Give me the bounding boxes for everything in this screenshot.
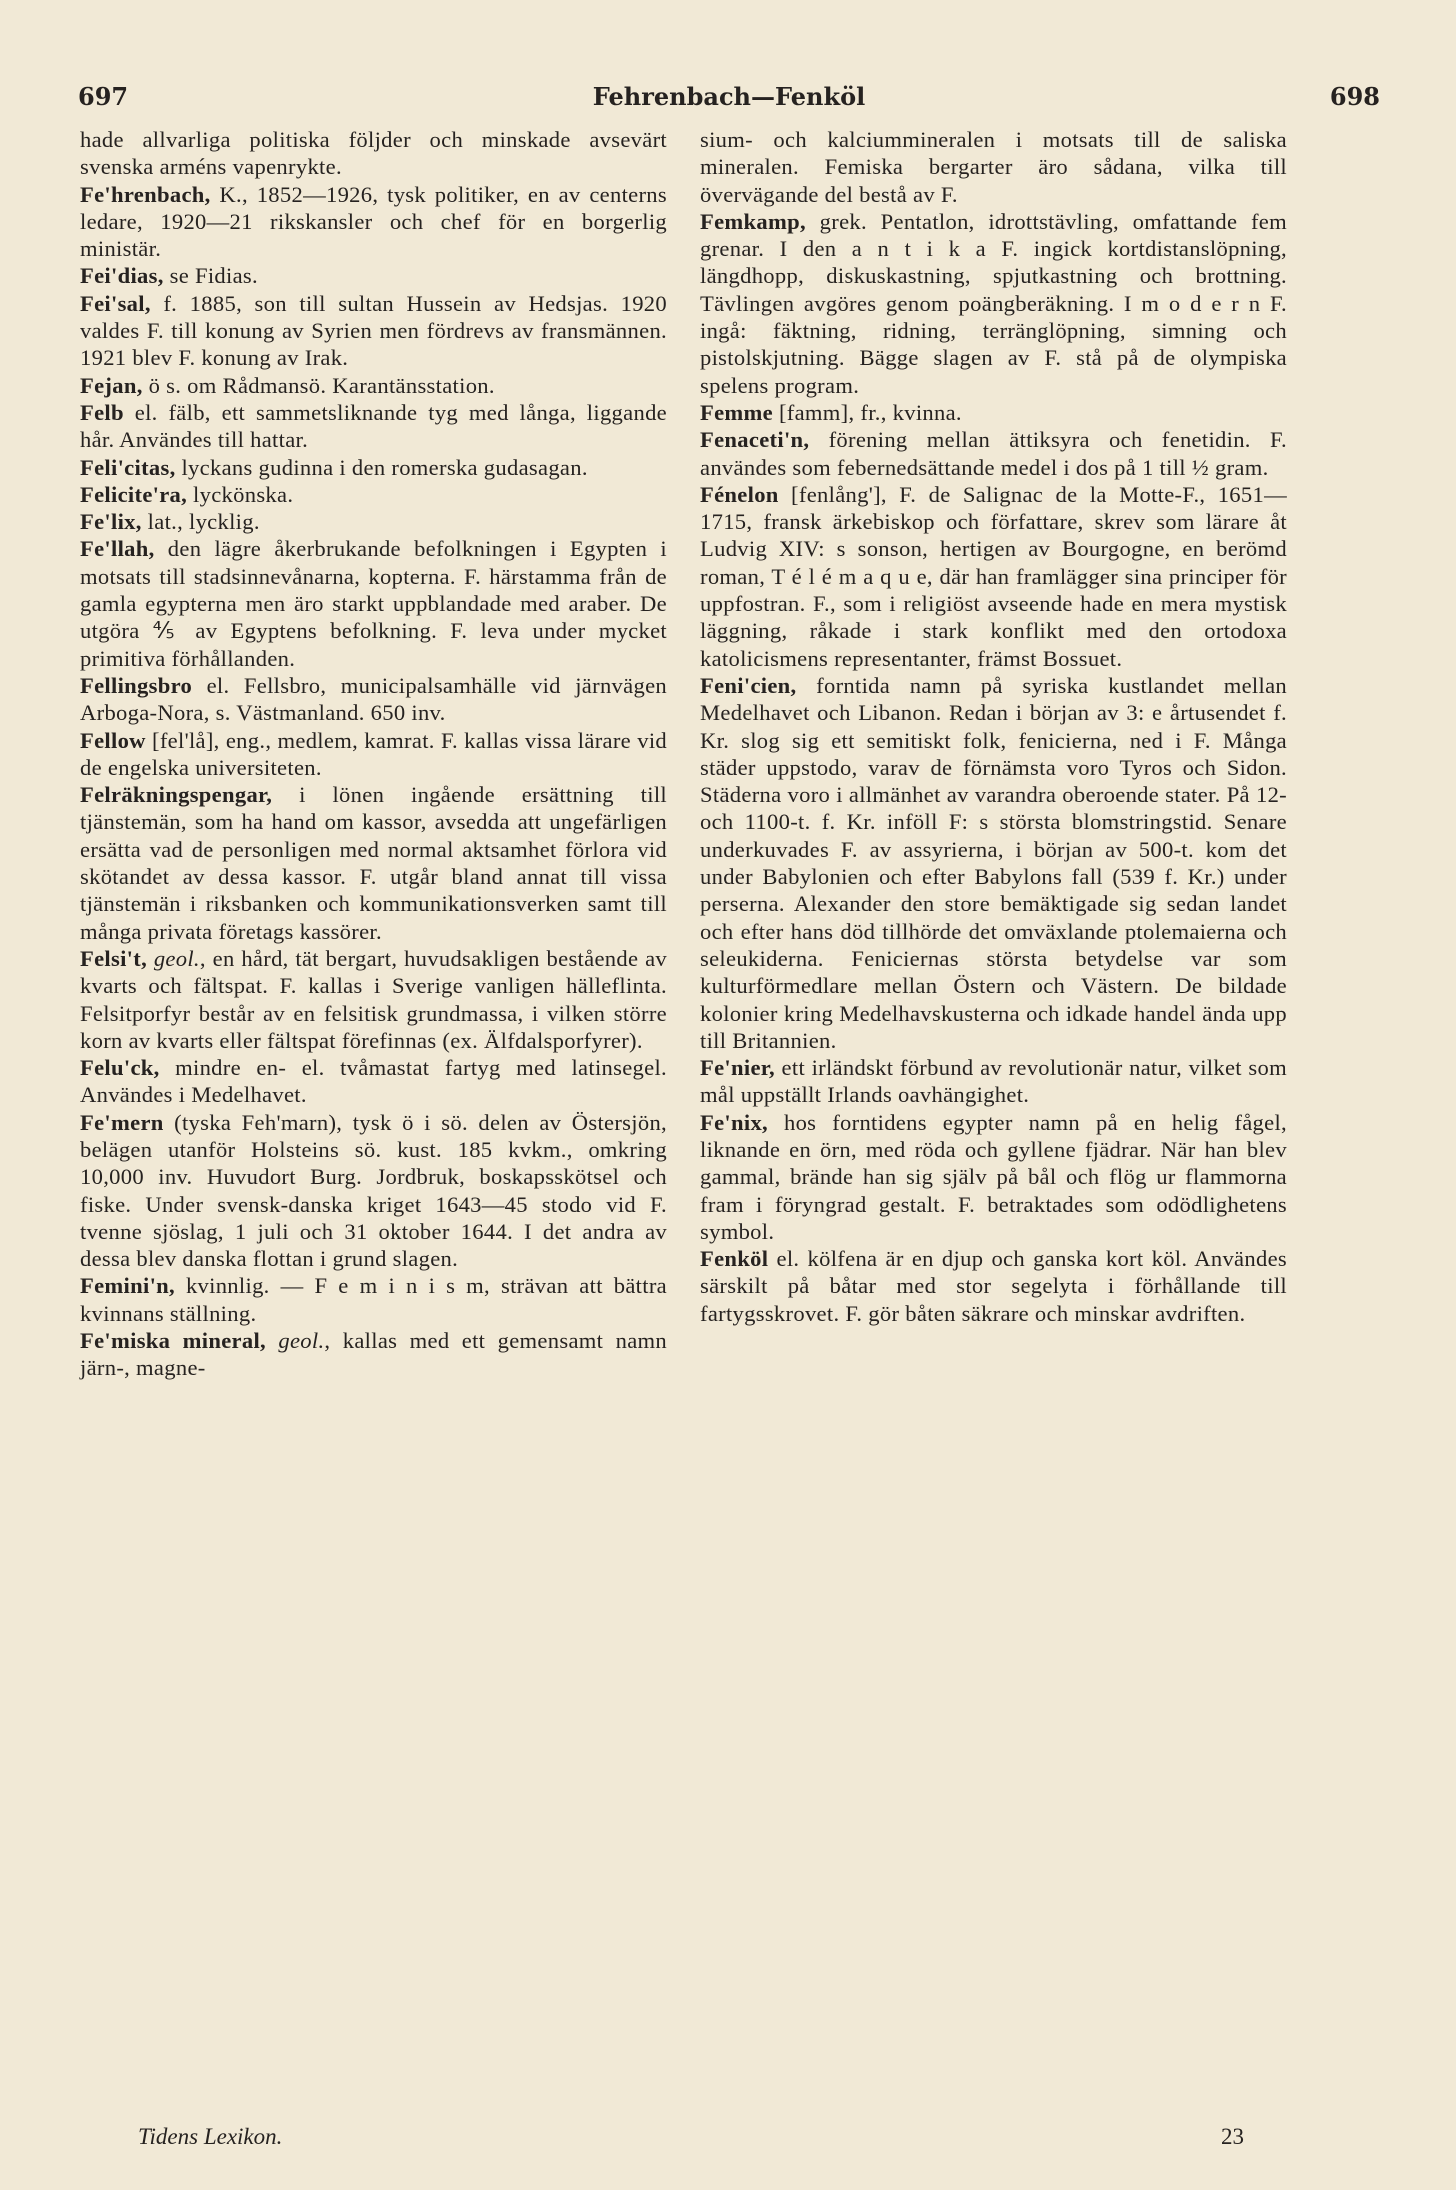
dictionary-entry	[80, 945, 667, 1054]
entry-text: f. 1885, son till sultan Hussein av Hedsjas. 1920 valdes F. till konung av Syrien men fördrevs av fransmännen. 1921 blev F. konung av Irak.	[80, 290, 667, 371]
dictionary-entry	[80, 481, 667, 508]
dictionary-entry	[80, 535, 667, 671]
entry-text: sium- och kalciummineralen i motsats till de saliska mineralen. Femiska bergarter äro sådana, vilka till övervägande del bestå av F.	[700, 127, 1287, 207]
entry-headword: Femini'n,	[80, 1273, 175, 1299]
dictionary-entry	[700, 672, 1287, 1054]
page-number-right: 698	[1329, 82, 1380, 111]
entry-text: ett irländskt förbund av revolutionär natur, vilket som mål uppställt Irlands oavhängighet.	[700, 1055, 1287, 1108]
entry-headword: Fei'sal,	[80, 290, 151, 316]
entry-headword: Fe'hrenbach,	[80, 181, 211, 207]
entry-headword: Felb	[80, 399, 124, 425]
entry-text: lat., lycklig.	[141, 509, 260, 535]
entry-headword: Fe'llah,	[80, 536, 155, 562]
entry-text: i lönen ingående ersättning till tjänstemän, som ha hand om kassor, avsedda att ungefärligen ersätta vad de personligen med normal aktsamhet förlora vid skötandet av dessa kassor. F. utgår bland annat till vissa tjänstemän i riksbanken och kommunikationsverken samt till många privata företags kassörer.	[80, 782, 667, 944]
entry-text: el. Fellsbro, municipalsamhälle vid järnvägen Arboga-Nora, s. Västmanland. 650 inv.	[80, 672, 667, 726]
entry-text: [fenlång'], F. de Salignac de la Motte-F., 1651—1715, fransk ärkebiskop och författare, skrev som lärare åt Ludvig XIV: s sonson, hertigen av Bourgogne, en berömd roman, T é l é m a q u e, där han framlägger sina principer för uppfostran. F., som i religiöst avseende hade en mera mystisk läggning, råkade i stark konflikt med den ortodoxa katolicismens representanter, främst Bossuet.	[700, 481, 1287, 671]
entry-text: lyckans gudinna i den romerska gudasagan.	[175, 454, 588, 480]
entry-field-label: geol.	[278, 1328, 325, 1354]
dictionary-entry	[700, 208, 1287, 399]
entry-text: [famm], fr., kvinna.	[773, 399, 962, 425]
entry-text: (tyska Feh'marn), tysk ö i sö. delen av Östersjön, belägen utanför Holsteins sö. kust. 185 kvkm., omkring 10,000 inv. Huvudort Burg. Jordbruk, boskapsskötsel och fiske. Under svensk-danska kriget 1643—45 stodo vid F. tvenne sjöslag, 1 juli och 31 oktober 1644. I det andra av dessa blev danska flottan i grund slagen.	[80, 1109, 667, 1272]
entry-headword: Fellingsbro	[80, 672, 193, 698]
dictionary-entry	[700, 1245, 1287, 1327]
entry-headword: Felräkningspengar,	[80, 782, 273, 808]
entry-text: ö s. om Rådmansö. Karantänsstation.	[142, 372, 495, 398]
entry-headword: Felu'ck,	[80, 1055, 160, 1081]
dictionary-entry	[80, 290, 667, 372]
entry-text: el. fälb, ett sammetsliknande tyg med långa, liggande hår. Användes till hattar.	[80, 399, 667, 453]
entry-headword: Fenköl	[700, 1246, 769, 1272]
entry-headword: Fe'nier,	[700, 1055, 775, 1081]
dictionary-entry	[80, 508, 667, 535]
entry-text: [fel'lå], eng., medlem, kamrat. F. kallas vissa lärare vid de engelska universiteten.	[80, 727, 667, 780]
dictionary-entry	[80, 372, 667, 399]
entry-headword: Fe'nix,	[700, 1109, 768, 1135]
entry-field-label: geol.	[153, 945, 200, 971]
book-title: Tidens Lexikon.	[138, 2124, 283, 2149]
dictionary-entry	[80, 454, 667, 481]
dictionary-entry	[700, 126, 1287, 208]
entry-text: den lägre åkerbrukande befolkningen i Egypten i motsats till stadsinnevånarna, kopterna. F. härstamma från de gamla egypterna men äro starkt uppblandade med araber. De utgöra ⅘ av Egyptens befolkning. F. leva under mycket primitiva förhållanden.	[80, 536, 667, 671]
page-header	[78, 82, 1380, 116]
dictionary-entry	[700, 399, 1287, 426]
entry-text: hos forntidens egypter namn på en helig fågel, liknande en örn, med röda och gyllene fjädrar. När han blev gammal, brände han sig själv på bål och flög ur flammorna fram i föryngrad gestalt. F. betraktades som odödlighetens symbol.	[700, 1109, 1287, 1244]
dictionary-entry	[700, 1109, 1287, 1245]
entry-headword: Fe'mern	[80, 1109, 164, 1135]
entry-headword: Femkamp,	[700, 208, 806, 234]
entry-text: el. kölfena är en djup och ganska kort köl. Användes särskilt på båtar med stor segelyta i förhållande till fartygsskrovet. F. gör båten säkrare och minskar avdriften.	[700, 1246, 1287, 1326]
entry-headword: Fejan,	[80, 372, 143, 398]
dictionary-entry	[80, 1109, 667, 1273]
entry-headword: Felsi't,	[80, 945, 148, 971]
entry-headword: Femme	[700, 399, 773, 425]
dictionary-entry	[700, 481, 1287, 672]
entry-headword: Fénelon	[700, 481, 779, 507]
entry-headword: Feni'cien,	[700, 672, 797, 698]
entry-headword: Felicite'ra,	[80, 481, 188, 507]
signature-number: 23	[1221, 2124, 1244, 2149]
entry-text: hade allvarliga politiska följder och minskade avsevärt svenska arméns vapenrykte.	[80, 127, 667, 180]
dictionary-entry	[80, 1272, 667, 1327]
dictionary-entry	[80, 181, 667, 263]
entry-text: förening mellan ättiksyra och fenetidin. F. användes som febernedsättande medel i dos på 1 till ½ gram.	[700, 427, 1287, 480]
left-column	[80, 126, 667, 1382]
entry-headword: Fellow	[80, 727, 146, 753]
entry-headword: Fei'dias,	[80, 263, 164, 289]
entry-text: K., 1852—1926, tysk politiker, en av centerns ledare, 1920—21 rikskansler och chef för en borgerlig ministär.	[80, 181, 667, 262]
entry-text: , en hård, tät bergart, huvudsakligen bestående av kvarts och fältspat. F. kallas i Sverige vanligen hälleflinta. Felsitporfyr består av en felsitisk grundmassa, i vilken större korn av kvarts eller fältspat förefinnas (ex. Älfdalsporfyrer).	[80, 945, 668, 1053]
entry-text: mindre en- el. tvåmastat fartyg med latinsegel. Användes i Medelhavet.	[80, 1055, 667, 1108]
dictionary-entry	[80, 399, 667, 454]
entry-text: lyckönska.	[187, 481, 294, 507]
dictionary-entry	[80, 672, 667, 727]
entry-text: kvinnlig. — F e m i n i s m, strävan att bättra kvinnans ställning.	[80, 1273, 667, 1326]
dictionary-entry	[80, 1327, 667, 1382]
page-footer	[138, 2124, 1244, 2156]
entry-text: forntida namn på syriska kustlandet mellan Medelhavet och Libanon. Redan i början av 3: e årtusendet f. Kr. slog sig ett semitiskt folk, fenicierna, ned i F. Många städer uppstodo, varav de förnämsta voro Tyros och Sidon. Städerna voro i allmänhet av varandra oberoende stater. På 12- och 1100-t. f. Kr. inföll F: s största blomstringstid. Senare underkuvades F. av assyrierna, i början av 500-t. kom det under Babylonien och efter Babylons fall (539 f. Kr.) under perserna. Alexander den store bemäktigade sig sedan landet och efter hans död tillhörde det omväxlande ptolemaierna och seleukiderna. Feniciernas största betydelse var som kulturförmedlare mellan Östern och Västern. De bildade kolonier kring Medelhavskusterna och idkade handel ända upp till Britannien.	[700, 672, 1287, 1053]
entry-text: se Fidias.	[163, 263, 258, 289]
entry-text: , kallas med ett gemensamt namn järn-, magne-	[80, 1328, 667, 1381]
dictionary-entry	[80, 262, 667, 289]
entry-headword: Fe'miska mineral,	[80, 1328, 266, 1354]
dictionary-entry	[80, 126, 667, 181]
entry-headword: Feli'citas,	[80, 454, 176, 480]
dictionary-entry	[80, 727, 667, 782]
page-number-left: 697	[78, 82, 129, 111]
dictionary-entry	[700, 426, 1287, 481]
dictionary-entry	[80, 1054, 667, 1109]
right-column	[700, 126, 1287, 1327]
entry-headword: Fe'lix,	[80, 509, 142, 535]
entry-text: grek. Pentatlon, idrottstävling, omfattande fem grenar. I den a n t i k a F. ingick kortdistanslöpning, längdhopp, diskuskastning, spjutkastning och brottning. Tävlingen avgöres genom poängberäkning. I m o d e r n F. ingå: fäktning, ridning, terränglöpning, simning och pistolskjutning. Bägge slagen av F. stå på de olympiska spelens program.	[700, 208, 1287, 398]
dictionary-entry	[700, 1054, 1287, 1109]
running-title: Fehrenbach—Fenköl	[592, 82, 866, 111]
entry-headword: Fenaceti'n,	[700, 427, 810, 453]
dictionary-entry	[80, 781, 667, 945]
